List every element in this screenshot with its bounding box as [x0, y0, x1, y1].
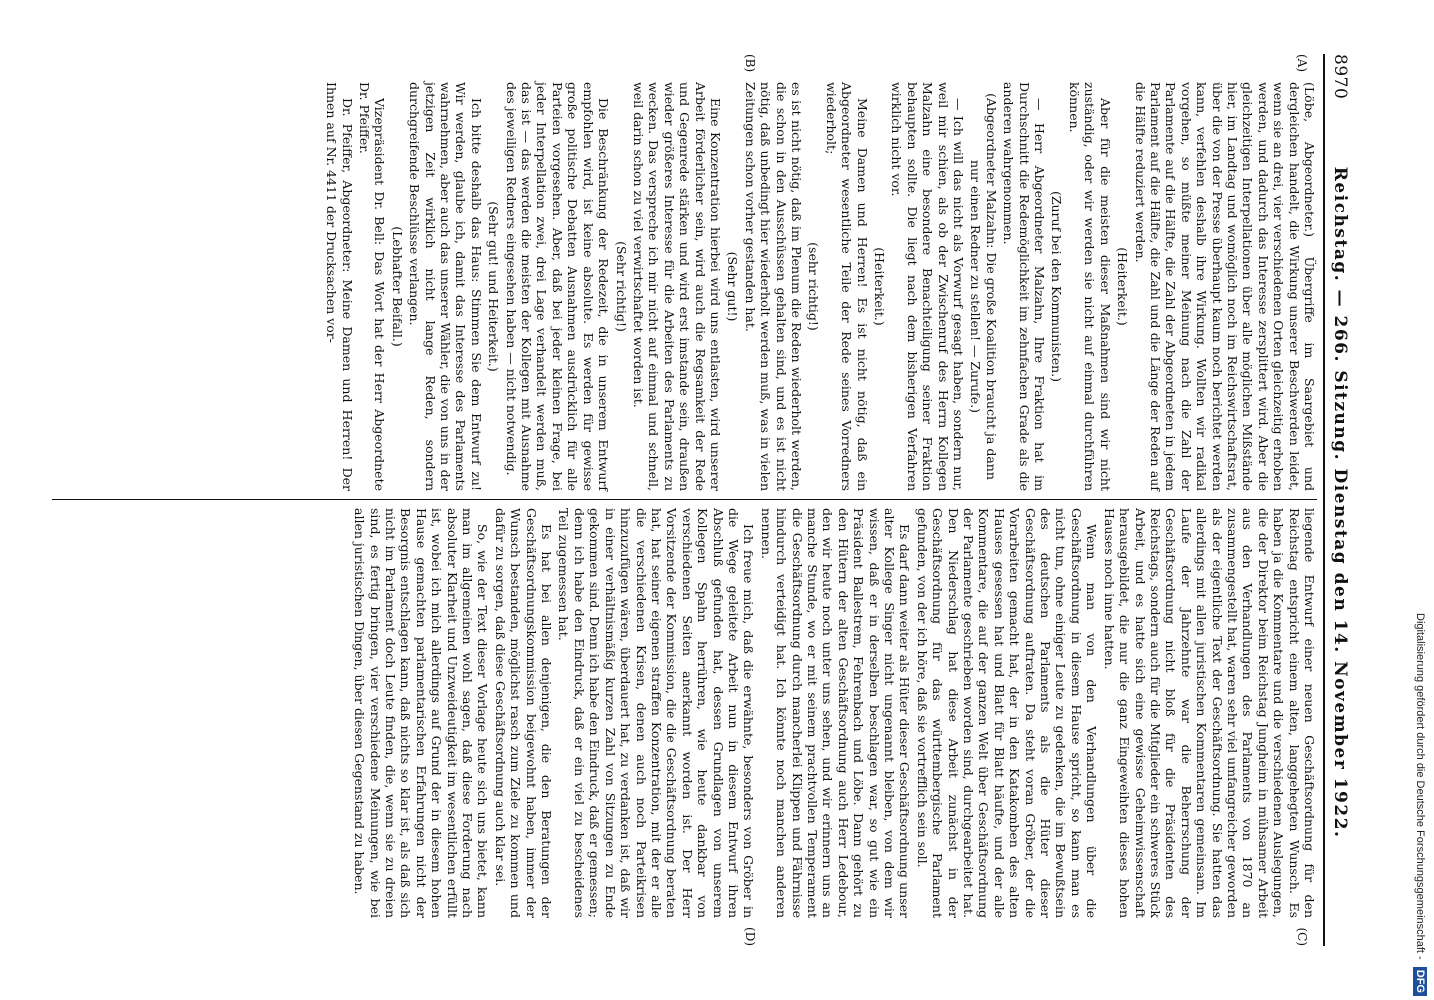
remark: (Lebhafter Beifall.) [389, 226, 405, 347]
paragraph: Es hat bei allen denjenigen, die den Beratungen der Geschäftsordnungskommission beigewohnt haben, immer der Wunsch bestanden, möglichst rasch zum Ziele zu kommen und dafür zu sorgen, daß diese Geschäftsordnung auch klar sei. [492, 508, 555, 918]
paragraph: Eine Konzentration hierbei wird uns entlasten, wird unserer Arbeit förderlicher sein, wird auch die Regsamkeit der Rede und Gegenrede stärken und wird erst imstande sein, draußen wieder größeres Interesse für die Arbeiten des Parlaments zu wecken. Das verspreche ich mir nicht auf einmal und schnell, weil darin schon zu viel verwirtschaftet worden ist. [630, 82, 723, 491]
remark: (sehr richtig!) [806, 242, 822, 331]
dfg-logo: DFG [1413, 967, 1427, 996]
paragraph: Meine Damen und Herren! Es ist nicht nötig, daß ein Abgeordneter wesentliche Teile der Rede seines Vorredners wiederholt; [823, 82, 870, 491]
remark: (Sehr richtig!) [613, 241, 629, 332]
remark: (Sehr gut!) [725, 251, 741, 322]
remark: (Sehr gut! und Heiterkeit.) [486, 201, 502, 372]
margin-mark-d: (D) [743, 927, 757, 946]
left-column [52, 54, 1317, 500]
digitization-credit [1408, 6, 1432, 996]
page-title: Reichstag. — 266. Sitzung. Dienstag den 14. November 1922. [1330, 166, 1350, 839]
paragraph: Ich bitte deshalb das Haus: Stimmen Sie dem Entwurf zu! Wir werden, glaube ich, damit das Interesse des Parlaments wahrnehmen, aber auch das unserer Wähler, die von uns in der jetzigen Zeit wirklich nicht lange Reden, sondern durchgreifende Beschlüsse verlangen. [407, 82, 484, 491]
paragraph: liegende Entwurf einer neuen Geschäftsordnung für den Reichstag entspricht einem alten, langgehegten Wunsch. Es haben ja die Kommentare und die verschiedenen Auslegungen, die der Direktor beim Reichstag Jungheim in mühsamer Arbeit aus den Verhandlungen des Parlaments von 1870 an zusammengestellt hat, waren sehr viel umfangreicher geworden als der eigentliche Text der Geschäftsordnung. Sie hatten das allerdings mit allen juristischen Kommentaren gemeinsam. Im Laufe der Jahrzehnte war die Beherrschung der Geschäftsordnung nicht bloß für die Präsidenten des Reichstags, sondern auch für die Mitglieder ein schweres Stück Arbeit, und es hatte sich eine gewisse Geheimwissenschaft herausgebildet, die nur die ganz Eingeweihten dieses hohen Hauses noch inne hatten. [1101, 508, 1317, 918]
margin-mark-a: (A) [1295, 54, 1309, 73]
remark: (Zuruf bei den Kommunisten.) [1049, 190, 1065, 383]
margin-mark-b: (B) [743, 54, 757, 73]
paragraph: Vizepräsident Dr. Bell: Das Wort hat der Herr Abgeordnete Dr. Pfeiffer. [357, 82, 388, 491]
page-number: 8970 [1330, 54, 1350, 100]
paragraph: Die Beschränkung der Redezeit, die in unserem Entwurf empfohlen wird, ist keine absolute. Es werden für gewisse große politische Debatten Ausnahmen ausdrücklich für alle Parteien vorgesehen. Aber, daß bei jeder kleinen Frage, bei jeder Interpellation zwei, drei Lage verhandelt werden muß, das ist — das werden die meisten der Kollegen mit Ausnahme des jeweiligen Redners eingesehen haben — nicht notwendig. [503, 82, 612, 491]
paragraph: Es darf dann weiter als Hüter dieser Geschäftsordnung unser alter Kollege Singer nicht ungenannt bleiben, von dem wir wissen, daß er in derselben beschlagen war, so gut wie ein Präsident Ballestrem, Fehrenbach und Löbe. Dann gehört zu den Hütern der alten Geschäftsordnung auch Herr Ledebour, den wir heute noch unter uns sehen, und wir erinnern uns an manche Stunde, wo er mit seinem prachtvollen Temperament die Geschäftsordnung durch mancherlei Klippen und Fährnisse hindurch verteidigt hat. Ich könnte noch manchen anderen nennen. [758, 508, 913, 918]
paragraph: (Löbe, Abgeordneter.) Übergriffe im Saargebiet und dergleichen handelt, die Wirkung unserer Beschwerden leidet, wenn sie an drei, vier verschiedenen Orten gleichzeitig erhoben werden, und dadurch das Interesse zersplittert wird. Aber die gleichzeitigen Interpellationen über alle möglichen Mißstände hier, im Landtag und womöglich noch im Reichswirtschaftsrat, über die von der Presse überhaupt kaum noch berichtet werden kann, verfehlen deshalb ihre Wirkung. Wollten wir radikal vorgehen, so müßte meiner Meinung nach die Zahl der Parlamente auf die Hälfte, die Zahl der Abgeordneten in jedem Parlament auf die Hälfte, die Zahl und die Länge der Reden auf die Hälfte reduziert werden. [1132, 82, 1317, 491]
remark: (Heiterkeit.) [872, 247, 888, 326]
remark: (Abgeordneter Malzahn: Die große Koalition braucht ja dann nur einen Redner zu stellen! — Zurufe.) [968, 93, 999, 480]
scanned-page [38, 20, 1368, 980]
remark: (Heiterkeit.) [1115, 247, 1131, 326]
paragraph: es ist nicht nötig, daß im Plenum die Reden wiederholt werden, die schon in den Ausschüssen gehalten sind, und es ist nicht nötig, daß unbedingt hier wiederholt werden muß, was in vielen Zeitungen schon vorher gestanden hat. [742, 82, 804, 491]
page-header [1323, 54, 1350, 946]
right-column [52, 500, 1317, 946]
paragraph: — Ich will das nicht als Vorwurf gesagt haben, sondern nur, weil mir schien, als ob der Zwischenruf des Herrn Kollegen Malzahn eine besondere Benachteiligung seiner Fraktion behaupten sollte. Die liegt nach dem bisherigen Verfahren wirklich nicht vor. [889, 82, 967, 491]
paragraph: Aber für die meisten dieser Maßnahmen sind wir nicht zuständig, oder wir werden sie nicht auf einmal durchführen können. [1066, 82, 1113, 491]
paragraph: Wenn man von den Verhandlungen über die Geschäftsordnung in diesem Hause spricht, so kann man es nicht tun, ohne einiger Leute zu gedenken, die im Bewußtsein des deutschen Parlaments als die Hüter dieser Geschäftsordnung auftraten. Da steht voran Gröber, der die Vorarbeiten gemacht hat, der in den Katakomben des alten Hauses gesessen hat und Blatt für Blatt häufte, und der alle Kommentare, die auf der ganzen Welt über Geschäftsordnung der Parlamente geschrieben worden sind, durchgearbeitet hat. Den Niederschlag hat diese Arbeit zunächst in der Geschäftsordnung für das württembergische Parlament gefunden, von der ich höre, daß sie vortrefflich sein soll. [914, 508, 1100, 918]
paragraph: — Herr Abgeordneter Malzahn, Ihre Fraktion hat im Durchschnitt die Redemöglichkeit im zehnfachen Grade als die anderen wahrgenommen. [1001, 82, 1048, 491]
credit-text: Digitalisierung gefördert durch die Deutsche Forschungsgemeinschaft - [1414, 613, 1426, 960]
paragraph: So, wie der Text dieser Vorlage heute sich uns bietet, kann man im allgemeinen wohl sagen, daß diese Forderung nach absoluter Klarheit und Unzweideutigkeit im wesentlichen erfüllt ist, wobei ich mich allerdings auf Grund der in diesem hohen Hause gemachten parlamentarischen Erfahrungen nicht der Besorgnis entschlagen kann, daß nichts so klar ist, als daß sich nicht im Parlament doch Leute finden, die, wenn sie zu dreien sind, es fertig bringen, vier verschiedene Meinungen, wie bei allen juristischen Dingen, über diesen Gegenstand zu haben. [352, 508, 491, 918]
margin-mark-c: (C) [1295, 927, 1309, 946]
paragraph: Dr. Pfeiffer, Abgeordneter: Meine Damen und Herren! Der Ihnen auf Nr. 4411 der Drucksachen vor- [324, 82, 355, 491]
paragraph: Ich freue mich, daß die erwähnte, besonders von Gröber in die Wege geleitete Arbeit nun in diesem Entwurf ihren Abschluß gefunden hat, dessen Grundlagen von unserem Kollegen Spahn herrühren, wie heute dankbar von verschiedenen Seiten anerkannt worden ist. Der Herr Vorsitzende der Kommission, die die Geschäftsordnung beraten hat, hat seiner eigenen straffen Konzentration, mit der er alle die verschiedenen Krisen, denen auch noch Parteikrisen hinzuzufügen wären, überdauert hat, zu verdanken ist, daß wir in einer verhältnismäßig kurzen Zahl von Sitzungen zu Ende gekommen sind. Denn ich habe den Eindruck, daß er gemessen; denn ich habe den Eindruck, daß er ein viel zu bescheidenes Teil zugemessen hat. [556, 508, 757, 918]
